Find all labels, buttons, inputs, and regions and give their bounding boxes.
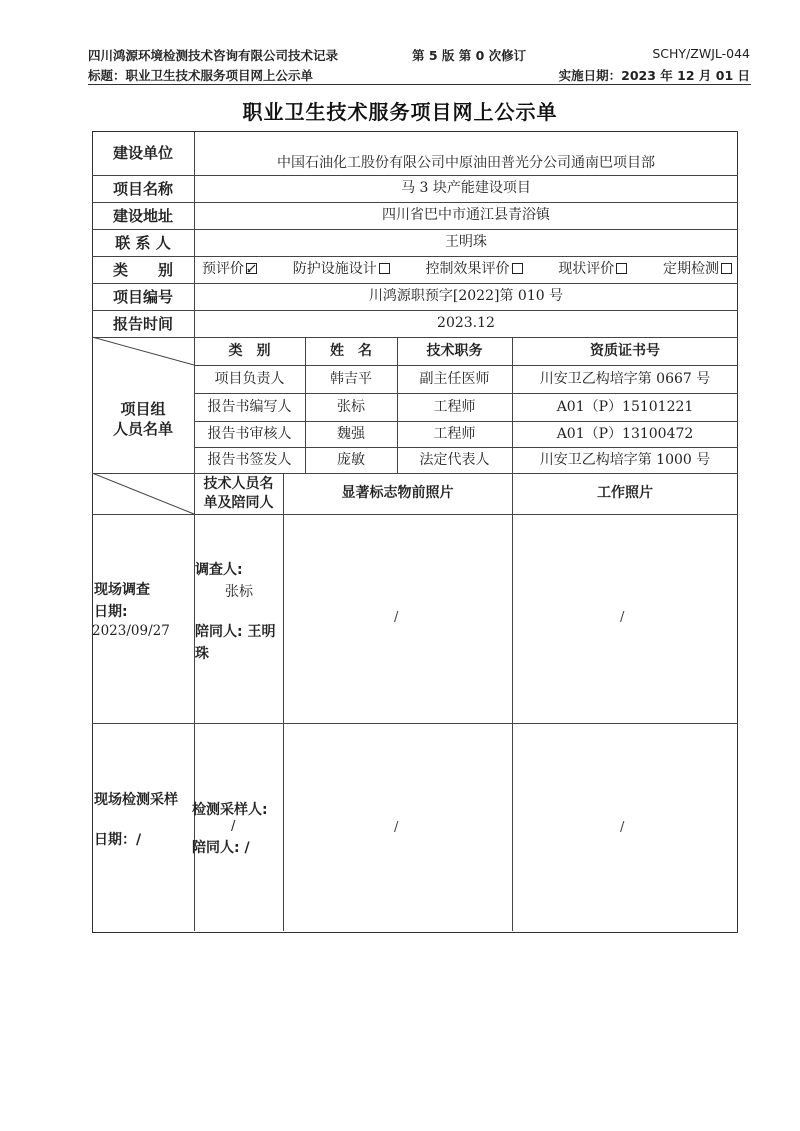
team-header-title: 技术职务 — [426, 342, 483, 359]
company-record-title: 四川鸿源环境检测技术咨询有限公司技术记录 — [88, 48, 339, 63]
page-title: 职业卫生技术服务项目网上公示单 — [242, 100, 558, 124]
checkbox-icon[interactable] — [721, 263, 732, 274]
team-row-name: 庞敏 — [337, 451, 365, 468]
diagonal-line — [92, 337, 194, 365]
team-row-name: 张标 — [337, 398, 365, 415]
survey-companion-label: 陪同人: 王明 — [195, 624, 276, 640]
checkbox-icon[interactable] — [616, 263, 627, 274]
category-option-label: 定期检测 — [663, 261, 719, 278]
checkbox-icon[interactable] — [512, 263, 523, 274]
team-row-cert: A01（P）13100472 — [556, 425, 694, 442]
sampling-landmark-photo: / — [394, 820, 399, 835]
doc-code: SCHY/ZWJL-044 — [652, 46, 750, 61]
team-row-name: 韩吉平 — [330, 370, 372, 387]
disclosure-form — [92, 131, 738, 933]
team-row-role: 报告书审核人 — [207, 425, 292, 442]
category-option-label: 控制效果评价 — [425, 261, 510, 278]
category-options — [194, 256, 738, 283]
unit-label: 建设单位 — [112, 144, 173, 162]
staff-list-header-line1: 技术人员名 — [203, 476, 274, 493]
investigator-name: 张标 — [225, 584, 253, 600]
record-subject: 标题：职业卫生技术服务项目网上公示单 — [88, 68, 314, 83]
staff-list-header — [194, 473, 283, 514]
checked-box-icon[interactable] — [246, 263, 257, 274]
project-name-label: 项目名称 — [112, 179, 173, 198]
sampler-label: 检测采样人: — [192, 802, 268, 818]
team-row-cert: 川安卫乙构培字第 1000 号 — [539, 451, 711, 468]
team-row-title: 法定代表人 — [419, 451, 490, 468]
survey-date-caption: 日期: — [94, 604, 128, 620]
survey-work-photo: / — [620, 610, 625, 625]
team-row-title: 副主任医师 — [419, 370, 490, 387]
team-row-cert: 川安卫乙构培字第 0667 号 — [539, 370, 711, 387]
sampling-date-label: 现场检测采样 — [94, 792, 178, 808]
checkbox-icon[interactable] — [379, 263, 390, 274]
sampling-date-value: 日期：/ — [94, 832, 142, 848]
sampling-work-photo: / — [620, 820, 625, 835]
header-divider — [88, 84, 751, 85]
team-header-role: 类 别 — [228, 342, 271, 359]
address-value: 四川省巴中市通江县青浴镇 — [382, 207, 550, 224]
address-label: 建设地址 — [112, 206, 173, 225]
survey-landmark-photo: / — [394, 610, 399, 625]
version-label: 第 5 版 第 0 次修订 — [412, 48, 527, 63]
team-section-label-line2: 人员名单 — [112, 420, 173, 438]
category-option[interactable] — [202, 261, 257, 278]
survey-companion-label-cont: 珠 — [195, 646, 209, 662]
survey-date-value: 2023/09/27 — [92, 623, 170, 639]
project-no-label: 项目编号 — [112, 287, 173, 306]
report-time-label: 报告时间 — [112, 314, 173, 333]
report-time-value: 2023.12 — [437, 315, 495, 332]
category-option[interactable] — [663, 261, 732, 278]
category-option[interactable] — [426, 261, 523, 278]
unit-value: 中国石油化工股份有限公司中原油田普光分公司通南巴项目部 — [277, 154, 655, 171]
work-photo-header: 工作照片 — [597, 485, 653, 502]
survey-date-label: 现场调查 — [94, 582, 150, 598]
sampler-value: / — [231, 819, 236, 834]
diagonal-line — [92, 473, 194, 514]
team-row-title: 工程师 — [433, 398, 476, 415]
category-option-label: 防护设施设计 — [292, 261, 377, 278]
team-row-name: 魏强 — [337, 425, 365, 442]
category-option[interactable] — [293, 261, 390, 278]
category-label: 类 别 — [112, 260, 173, 279]
category-option-label: 现状评价 — [558, 261, 615, 278]
team-header-name: 姓 名 — [330, 342, 372, 359]
team-row-role: 报告书编写人 — [207, 398, 292, 415]
team-row-role: 项目负责人 — [214, 370, 285, 387]
team-section-label — [92, 365, 194, 473]
category-option[interactable] — [558, 261, 627, 278]
team-row-role: 报告书签发人 — [207, 451, 292, 468]
landmark-photo-header: 显著标志物前照片 — [341, 485, 454, 502]
check-mark-icon — [247, 264, 256, 273]
team-row-title: 工程师 — [433, 425, 476, 442]
team-section-label-line1: 项目组 — [120, 399, 166, 418]
investigator-label: 调查人: — [195, 562, 243, 578]
sampling-companion: 陪同人: / — [192, 840, 250, 856]
contact-value: 王明珠 — [445, 234, 487, 251]
project-name-value: 马 3 块产能建设项目 — [401, 180, 531, 197]
category-option-label: 预评价 — [202, 261, 244, 278]
team-row-cert: A01（P）15101221 — [556, 398, 694, 415]
project-no-value: 川鸿源职预字[2022]第 010 号 — [368, 288, 564, 305]
contact-label: 联 系 人 — [115, 233, 171, 252]
effective-date: 实施日期：2023 年 12 月 01 日 — [558, 68, 750, 83]
team-header-cert: 资质证书号 — [590, 342, 660, 359]
staff-list-header-line2: 单及陪同人 — [203, 494, 274, 511]
